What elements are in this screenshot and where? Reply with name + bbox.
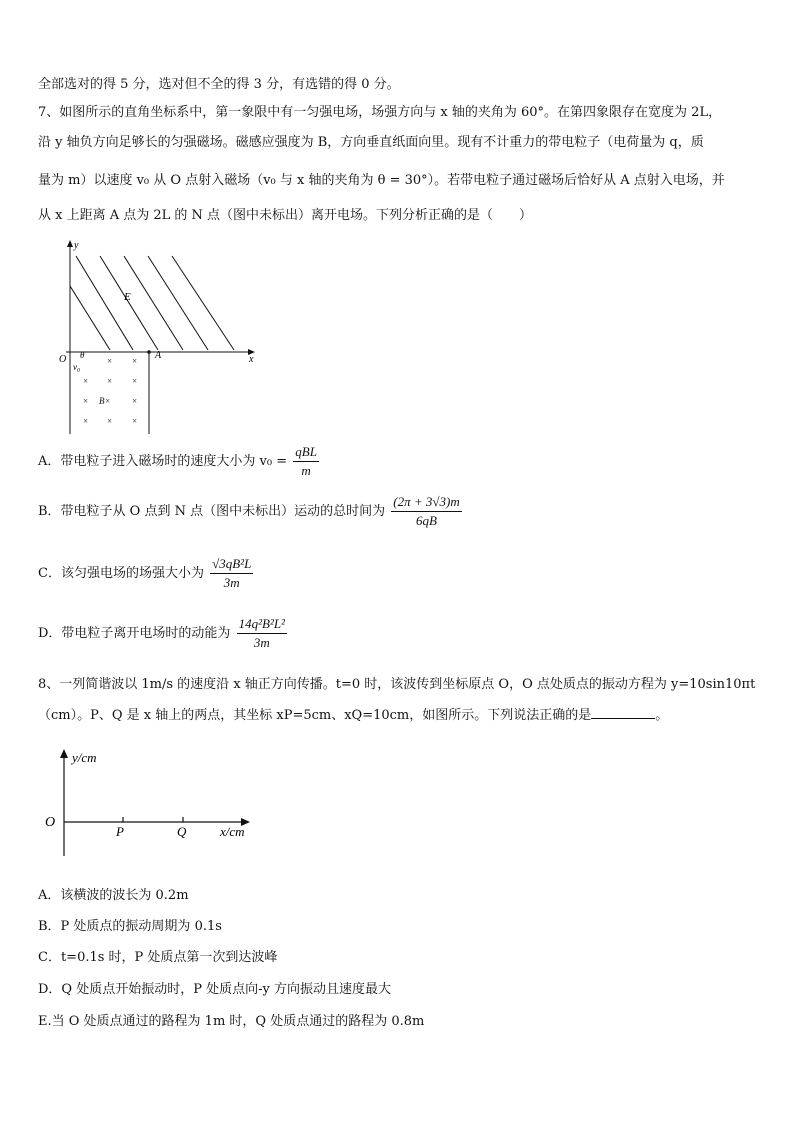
- q8-option-a[interactable]: A．该横波的波长为 0.2m: [38, 888, 189, 903]
- field-e-label: E: [124, 291, 131, 303]
- q7-stem-line-2: 沿 y 轴负方向足够长的匀强磁场。磁感应强度为 B，方向垂直纸面向里。现有不计重力的带电粒子（电荷量为 q，质: [38, 135, 704, 150]
- cross-mark: ×: [83, 376, 89, 386]
- q7-option-d[interactable]: [38, 616, 289, 651]
- q7-option-c-text: C．该匀强电场的场强大小为: [38, 566, 204, 581]
- cross-mark: ×: [132, 396, 138, 406]
- fraction-numerator: √3qB²L: [210, 556, 253, 574]
- fraction-numerator: qBL: [293, 444, 319, 462]
- q7-option-d-fraction: [237, 616, 287, 651]
- q7-option-b-fraction: [391, 494, 461, 529]
- q7-option-a[interactable]: [38, 444, 321, 479]
- q7-option-b[interactable]: [38, 494, 464, 529]
- q8-option-d[interactable]: D．Q 处质点开始振动时，P 处质点向-y 方向振动且速度最大: [38, 982, 391, 997]
- q7-option-c-fraction: [210, 556, 253, 591]
- v0-label: v₀: [73, 362, 81, 372]
- cross-mark: ×: [107, 376, 113, 386]
- q7-option-a-fraction: [293, 444, 319, 479]
- q7-option-a-text: A．带电粒子进入磁场时的速度大小为 v₀ =: [38, 454, 288, 469]
- y-axis-label: y: [74, 240, 79, 251]
- origin-label: O: [59, 354, 67, 365]
- q8-option-b[interactable]: B．P 处质点的振动周期为 0.1s: [38, 919, 222, 934]
- fraction-denominator: 3m: [253, 635, 270, 650]
- x-axis-label: x/cm: [220, 824, 245, 839]
- cross-mark: ×: [83, 396, 89, 406]
- q8-option-e[interactable]: E.当 O 处质点通过的路程为 1m 时，Q 处质点通过的路程为 0.8m: [38, 1014, 425, 1029]
- q7-option-c[interactable]: [38, 556, 255, 591]
- cross-mark: ×: [83, 416, 89, 426]
- q7-stem-line-4: 从 x 上距离 A 点为 2L 的 N 点（图中未标出）离开电场。下列分析正确的是（ ）: [38, 208, 533, 223]
- point-q-label: Q: [177, 824, 187, 839]
- q8-stem-line-2-text: （cm）。P、Q 是 x 轴上的两点，其坐标 xP=5cm、xQ=10cm，如图所示。下列说法正确的是: [38, 708, 592, 723]
- q7-option-d-text: D．带电粒子离开电场时的动能为: [38, 626, 231, 641]
- cross-mark: ×: [132, 356, 138, 366]
- y-axis-label: y/cm: [72, 750, 97, 765]
- q7-stem-line-3: 量为 m）以速度 v₀ 从 O 点射入磁场（v₀ 与 x 轴的夹角为 θ = 30°）。若带电粒子通过磁场后恰好从 A 点射入电场，并: [38, 173, 725, 188]
- q7-stem-line-1: 7、如图所示的直角坐标系中，第一象限中有一匀强电场，场强方向与 x 轴的夹角为 60°。在第四象限存在宽度为 2L，: [38, 105, 722, 120]
- cross-mark: ×: [132, 376, 138, 386]
- answer-blank[interactable]: [591, 706, 655, 719]
- scoring-note: 全部选对的得 5 分，选对但不全的得 3 分，有选错的得 0 分。: [38, 77, 400, 92]
- point-p-label: P: [116, 824, 124, 839]
- fraction-denominator: m: [301, 463, 311, 478]
- q8-stem-line-2: [38, 706, 668, 725]
- q7-option-b-text: B．带电粒子从 O 点到 N 点（图中未标出）运动的总时间为: [38, 504, 386, 519]
- theta-label: θ: [80, 350, 85, 360]
- q8-stem-line-1: 8、一列简谐波以 1m/s 的速度沿 x 轴正方向传播。t=0 时，该波传到坐标原点 O，O 点处质点的振动方程为 y=10sin10πt: [38, 677, 756, 692]
- cross-mark: ×: [132, 416, 138, 426]
- q8-stem-line-2-end: 。: [655, 708, 669, 723]
- point-a-label: A: [155, 350, 162, 361]
- q7-field-diagram: [52, 238, 272, 438]
- cross-mark: ×: [107, 356, 113, 366]
- fraction-denominator: 3m: [223, 575, 240, 590]
- fraction-numerator: 14q²B²L²: [237, 616, 287, 634]
- origin-label: O: [45, 815, 56, 830]
- cross-mark: ×: [107, 416, 113, 426]
- field-b-label: B×: [99, 396, 111, 406]
- q8-option-c[interactable]: C．t=0.1s 时，P 处质点第一次到达波峰: [38, 950, 278, 965]
- x-axis-label: x: [249, 354, 254, 365]
- fraction-numerator: (2π + 3√3)m: [391, 494, 461, 512]
- q8-wave-axes-diagram: [40, 746, 260, 866]
- fraction-denominator: 6qB: [416, 513, 437, 528]
